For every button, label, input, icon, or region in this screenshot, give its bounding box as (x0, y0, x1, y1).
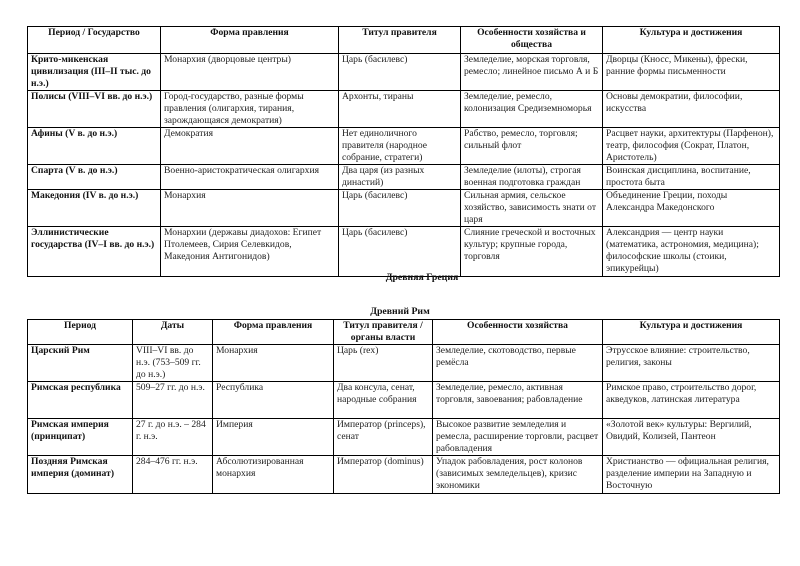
table-cell: Христианство — официальная религия, разделение империи на Западную и Восточную (603, 456, 780, 494)
table-cell: Царь (басилевс) (339, 190, 461, 227)
column-header-period: Период (28, 320, 133, 345)
table-cell: VIII–VI вв. до н.э. (753–509 гг. до н.э.) (133, 345, 213, 382)
ancient-rome-table (27, 319, 780, 494)
table-cell: Царь (rex) (334, 345, 433, 382)
table-header-row (28, 320, 780, 345)
table-cell: Земледелие (илоты), строгая военная подготовка граждан (461, 165, 603, 190)
table-cell: Объединение Греции, походы Александра Македонского (603, 190, 780, 227)
table-row (28, 345, 780, 382)
table-cell: Император (dominus) (334, 456, 433, 494)
row-header-cell: Римская империя (принципат) (28, 419, 133, 456)
table-row (28, 382, 780, 419)
row-header-cell: Поздняя Римская империя (доминат) (28, 456, 133, 494)
table-row (28, 190, 780, 227)
table-cell: Монархия (дворцовые центры) (161, 54, 339, 91)
column-header-period: Период / Государство (28, 27, 161, 54)
row-header-cell: Македония (IV в. до н.э.) (28, 190, 161, 227)
table-cell: 509–27 гг. до н.э. (133, 382, 213, 419)
table-header-row (28, 27, 780, 54)
column-header-economy: Особенности хозяйства (433, 320, 603, 345)
table-cell: Император (princeps), сенат (334, 419, 433, 456)
column-header-ruler-title: Титул правителя / органы власти (334, 320, 433, 345)
column-header-government: Форма правления (161, 27, 339, 54)
column-header-economy: Особенности хозяйства и общества (461, 27, 603, 54)
row-header-cell: Царский Рим (28, 345, 133, 382)
table-cell: Римское право, строительство дорог, акведуков, латинская литература (603, 382, 780, 419)
table-cell: Воинская дисциплина, воспитание, простота быта (603, 165, 780, 190)
column-header-culture: Культура и достижения (603, 27, 780, 54)
table-cell: Два консула, сенат, народные собрания (334, 382, 433, 419)
table-cell: «Золотой век» культуры: Вергилий, Овидий, Колизей, Пантеон (603, 419, 780, 456)
table-cell: Земледелие, ремесло, активная торговля, завоевания; рабовладение (433, 382, 603, 419)
table-cell: Нет единоличного правителя (народное собрание, стратеги) (339, 128, 461, 165)
row-header-cell: Крито-микенская цивилизация (III–II тыс. до н.э.) (28, 54, 161, 91)
table-cell: 284–476 гг. н.э. (133, 456, 213, 494)
table-cell: Дворцы (Кносс, Микены), фрески, ранние формы письменности (603, 54, 780, 91)
table-cell: Упадок рабовладения, рост колонов (зависимых земледельцев), кризис экономики (433, 456, 603, 494)
table-row (28, 227, 780, 277)
row-header-cell: Полисы (VIII–VI вв. до н.э.) (28, 91, 161, 128)
table-row (28, 128, 780, 165)
table-cell: Сильная армия, сельское хозяйство, зависимость знати от царя (461, 190, 603, 227)
column-header-culture: Культура и достижения (603, 320, 780, 345)
table-cell: Монархии (державы диадохов: Египет Птолемеев, Сирия Селевкидов, Македония Антигонидов) (161, 227, 339, 277)
table-cell: Республика (213, 382, 334, 419)
row-header-cell: Римская республика (28, 382, 133, 419)
row-header-cell: Спарта (V в. до н.э.) (28, 165, 161, 190)
table-cell: Монархия (161, 190, 339, 227)
table-cell: Этрусское влияние: строительство, религия, законы (603, 345, 780, 382)
table-cell: Царь (басилевс) (339, 227, 461, 277)
table-cell: Расцвет науки, архитектуры (Парфенон), театр, философия (Сократ, Платон, Аристотель) (603, 128, 780, 165)
table-cell: Земледелие, скотоводство, первые ремёсла (433, 345, 603, 382)
column-header-ruler-title: Титул правителя (339, 27, 461, 54)
table-cell: Монархия (213, 345, 334, 382)
table-cell: Земледелие, ремесло, колонизация Средиземноморья (461, 91, 603, 128)
table-cell: Демократия (161, 128, 339, 165)
table-cell: Царь (басилевс) (339, 54, 461, 91)
rome-table-caption: Древний Рим (370, 306, 430, 317)
table-cell: 27 г. до н.э. – 284 г. н.э. (133, 419, 213, 456)
table-cell: Основы демократии, философии, искусства (603, 91, 780, 128)
ancient-greece-table (27, 26, 780, 277)
column-header-government: Форма правления (213, 320, 334, 345)
table-cell: Земледелие, морская торговля, ремесло; линейное письмо А и Б (461, 54, 603, 91)
table-cell: Империя (213, 419, 334, 456)
table-row (28, 91, 780, 128)
table-cell: Город-государство, разные формы правления (олигархия, тирания, зарождающаяся демократия) (161, 91, 339, 128)
table-row (28, 54, 780, 91)
table-cell: Высокое развитие земледелия и ремесла, расширение торговли, расцвет рабовладения (433, 419, 603, 456)
table-cell: Военно-аристократическая олигархия (161, 165, 339, 190)
table-row (28, 419, 780, 456)
row-header-cell: Афины (V в. до н.э.) (28, 128, 161, 165)
table-cell: Рабство, ремесло, торговля; сильный флот (461, 128, 603, 165)
table-cell: Архонты, тираны (339, 91, 461, 128)
column-header-dates: Даты (133, 320, 213, 345)
table-row (28, 456, 780, 494)
row-header-cell: Эллинистические государства (IV–I вв. до н.э.) (28, 227, 161, 277)
table-cell: Два царя (из разных династий) (339, 165, 461, 190)
table-cell: Слияние греческой и восточных культур; крупные города, торговля (461, 227, 603, 277)
table-cell: Александрия — центр науки (математика, астрономия, медицина); философские школы (стоики, эпикурейцы) (603, 227, 780, 277)
greece-table-caption: Древняя Греция (385, 272, 459, 283)
table-row (28, 165, 780, 190)
table-cell: Абсолютизированная монархия (213, 456, 334, 494)
